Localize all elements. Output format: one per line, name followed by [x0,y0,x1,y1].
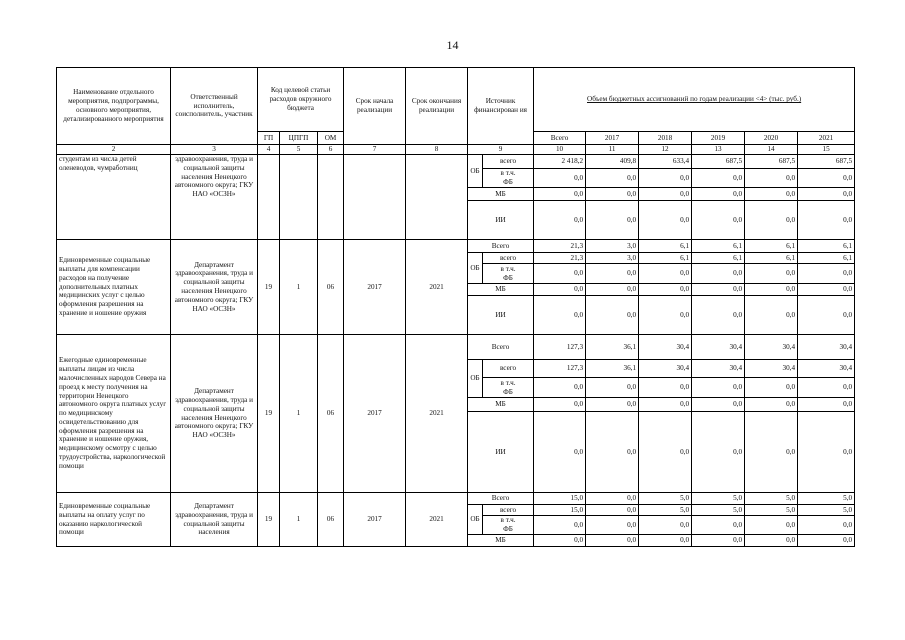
amount-cell: 5,0 [798,505,855,516]
amount-cell: 0,0 [586,412,639,493]
end-year [406,155,468,240]
amount-cell: 0,0 [745,188,798,201]
amount-cell: 0,0 [745,264,798,284]
amount-cell: 5,0 [745,505,798,516]
measure-name: студентам из числа детей оленеводов, чумработниц [57,155,171,240]
start-year: 2017 [344,335,406,493]
amount-cell: 0,0 [586,505,639,516]
budget-table [56,67,855,547]
total-header: Всего [534,132,586,145]
source-label-ob: ОБ [468,360,483,398]
amount-cell: 0,0 [692,516,745,535]
col-end-header: Срок окончания реализации [406,68,468,145]
col-number: 14 [745,145,798,155]
col-number: 4 [258,145,280,155]
amount-cell: 0,0 [692,284,745,296]
amount-cell: 0,0 [639,535,692,547]
om-code: 06 [318,335,344,493]
col-exec-header: Ответственный исполнитель, соисполнитель, участник [171,68,258,145]
source-label-mb: МБ [468,398,534,412]
measure-name: Единовременные социальные выплаты для компенсации расходов на получение дополнительных платных медицинских услуг с целью оформления разрешения на хранение и ношение оружия [57,240,171,335]
col-number: 6 [318,145,344,155]
amount-cell: 0,0 [798,188,855,201]
fb-label: ФБ [503,525,513,533]
col-number: 15 [798,145,855,155]
amount-cell: 15,0 [534,493,586,505]
vtch-label: в т.ч. [500,169,516,178]
amount-cell: 0,0 [586,378,639,398]
amount-cell: 0,0 [745,201,798,240]
amount-cell: 0,0 [534,169,586,188]
amount-cell: 0,0 [534,296,586,335]
amount-cell: 30,4 [745,360,798,378]
amount-cell: 0,0 [798,169,855,188]
year-header: 2018 [639,132,692,145]
amount-cell: 0,0 [745,378,798,398]
amount-cell: 3,0 [586,253,639,264]
year-header: 2021 [798,132,855,145]
amount-cell: 0,0 [639,296,692,335]
fb-label: ФБ [503,178,513,186]
fb-label: ФБ [503,387,513,396]
col-volume-header: Объем бюджетных ассигнований по годам реализации <4> (тыс. руб.) [534,68,855,132]
amount-cell: 30,4 [745,335,798,360]
amount-cell: 0,0 [692,378,745,398]
cpgp-code: 1 [280,240,318,335]
amount-cell: 0,0 [639,284,692,296]
col-source-header: Источник финансирован ия [468,68,534,145]
source-label-fb [483,516,534,535]
amount-cell: 0,0 [534,188,586,201]
amount-cell: 6,1 [798,253,855,264]
amount-cell: 6,1 [745,240,798,253]
col-number: 12 [639,145,692,155]
amount-cell: 0,0 [586,169,639,188]
end-year: 2021 [406,493,468,547]
amount-cell: 0,0 [639,412,692,493]
gp-code: 19 [258,493,280,547]
gp-code: 19 [258,335,280,493]
amount-cell: 15,0 [534,505,586,516]
source-label-fb [483,169,534,188]
amount-cell: 6,1 [692,240,745,253]
amount-cell: 0,0 [586,201,639,240]
cpgp-header: ЦПГП [280,132,318,145]
col-number: 2 [57,145,171,155]
amount-cell: 0,0 [745,169,798,188]
amount-cell: 633,4 [639,155,692,169]
amount-cell: 0,0 [692,188,745,201]
amount-cell: 0,0 [586,284,639,296]
start-year [344,155,406,240]
col-name-header: Наименование отдельного мероприятия, подпрограммы, основного мероприятия, детализированного мероприятия [57,68,171,145]
source-label-vsego: всего [483,155,534,169]
amount-cell: 6,1 [745,253,798,264]
amount-cell: 0,0 [639,378,692,398]
gp-header: ГП [258,132,280,145]
source-label-vsego: всего [483,253,534,264]
om-code [318,155,344,240]
col-number: 7 [344,145,406,155]
table-row [57,493,855,505]
amount-cell: 0,0 [798,378,855,398]
amount-cell: 0,0 [798,535,855,547]
start-year: 2017 [344,493,406,547]
col-code-header: Код целевой статьи расходов окружного бюджета [258,68,344,132]
amount-cell: 0,0 [586,398,639,412]
amount-cell: 30,4 [692,335,745,360]
source-label-ii: ИИ [468,296,534,335]
gp-code: 19 [258,240,280,335]
end-year: 2021 [406,335,468,493]
amount-cell: 0,0 [639,516,692,535]
amount-cell: 6,1 [798,240,855,253]
source-label-ob: ОБ [468,253,483,284]
amount-cell: 687,5 [692,155,745,169]
amount-cell: 0,0 [534,284,586,296]
vtch-label: в т.ч. [500,378,516,387]
amount-cell: 0,0 [798,284,855,296]
amount-cell: 0,0 [534,201,586,240]
amount-cell: 127,3 [534,335,586,360]
amount-cell: 0,0 [745,412,798,493]
amount-cell: 0,0 [639,188,692,201]
amount-cell: 36,1 [586,335,639,360]
table-row [57,155,855,169]
amount-cell: 0,0 [745,284,798,296]
col-number: 9 [468,145,534,155]
amount-cell: 36,1 [586,360,639,378]
amount-cell: 30,4 [798,335,855,360]
om-code: 06 [318,493,344,547]
amount-cell: 0,0 [586,296,639,335]
executor: Департамент здравоохранения, труда и социальной защиты населения [171,493,258,547]
om-header: ОМ [318,132,344,145]
amount-cell: 0,0 [745,296,798,335]
col-number: 13 [692,145,745,155]
col-number: 11 [586,145,639,155]
amount-cell: 0,0 [586,516,639,535]
table-row [57,68,855,132]
amount-cell: 5,0 [639,505,692,516]
amount-cell: 0,0 [692,264,745,284]
measure-name: Единовременные социальные выплаты на оплату услуг по оказанию наркологической помощи [57,493,171,547]
amount-cell: 5,0 [692,493,745,505]
om-code: 06 [318,240,344,335]
source-label-total: Всего [468,240,534,253]
amount-cell: 0,0 [586,188,639,201]
amount-cell: 0,0 [745,535,798,547]
measure-name: Ежегодные единовременные выплаты лицам из числа малочисленных народов Севера на проезд к месту получения на территории Ненецкого автономного округа платных услуг по медицинскому освидетельствованию для оформления разрешения на хранение и ношение оружия, медицинскому осмотру с целью трудоустройства, наркологической помощи [57,335,171,493]
col-number: 5 [280,145,318,155]
amount-cell: 0,0 [586,535,639,547]
source-label-mb: МБ [468,535,534,547]
source-label-ii: ИИ [468,412,534,493]
source-label-ob: ОБ [468,155,483,188]
source-label-fb [483,264,534,284]
year-header: 2017 [586,132,639,145]
executor: Департамент здравоохранения, труда и социальной защиты населения Ненецкого автономного округа; ГКУ НАО «ОСЗН» [171,335,258,493]
col-number: 3 [171,145,258,155]
source-label-mb: МБ [468,284,534,296]
cpgp-code [280,155,318,240]
amount-cell: 0,0 [639,264,692,284]
amount-cell: 0,0 [692,398,745,412]
table-row [57,335,855,360]
amount-cell: 6,1 [639,253,692,264]
vtch-label: в т.ч. [500,516,516,525]
end-year: 2021 [406,240,468,335]
amount-cell: 0,0 [692,201,745,240]
fb-label: ФБ [503,273,513,282]
source-label-ob: ОБ [468,505,483,535]
source-label-total: Всего [468,335,534,360]
amount-cell: 2 418,2 [534,155,586,169]
amount-cell: 5,0 [745,493,798,505]
amount-cell: 0,0 [692,296,745,335]
amount-cell: 0,0 [798,412,855,493]
executor: Департамент здравоохранения, труда и социальной защиты населения Ненецкого автономного округа; ГКУ НАО «ОСЗН» [171,240,258,335]
amount-cell: 5,0 [639,493,692,505]
col-number: 10 [534,145,586,155]
amount-cell: 0,0 [798,296,855,335]
executor: здравоохранения, труда и социальной защиты населения Ненецкого автономного округа; ГКУ НАО «ОСЗН» [171,155,258,240]
amount-cell: 30,4 [639,335,692,360]
table-row [57,240,855,253]
source-label-vsego: всего [483,360,534,378]
amount-cell: 0,0 [586,264,639,284]
amount-cell: 30,4 [692,360,745,378]
amount-cell: 0,0 [534,535,586,547]
amount-cell: 687,5 [745,155,798,169]
amount-cell: 6,1 [692,253,745,264]
amount-cell: 0,0 [692,412,745,493]
cpgp-code: 1 [280,335,318,493]
amount-cell: 0,0 [798,264,855,284]
amount-cell: 0,0 [798,201,855,240]
source-label-ii: ИИ [468,201,534,240]
amount-cell: 0,0 [798,398,855,412]
year-header: 2019 [692,132,745,145]
col-start-header: Срок начала реализации [344,68,406,145]
amount-cell: 0,0 [639,201,692,240]
amount-cell: 6,1 [639,240,692,253]
amount-cell: 0,0 [639,169,692,188]
amount-cell: 3,0 [586,240,639,253]
amount-cell: 0,0 [534,398,586,412]
source-label-total: Всего [468,493,534,505]
amount-cell: 0,0 [798,516,855,535]
amount-cell: 409,8 [586,155,639,169]
amount-cell: 0,0 [534,412,586,493]
amount-cell: 0,0 [692,535,745,547]
cpgp-code: 1 [280,493,318,547]
amount-cell: 5,0 [798,493,855,505]
amount-cell: 0,0 [534,516,586,535]
amount-cell: 0,0 [745,398,798,412]
vtch-label: в т.ч. [500,264,516,273]
col-number: 8 [406,145,468,155]
amount-cell: 30,4 [639,360,692,378]
amount-cell: 0,0 [534,264,586,284]
amount-cell: 21,3 [534,240,586,253]
source-label-fb [483,378,534,398]
amount-cell: 0,0 [586,493,639,505]
amount-cell: 687,5 [798,155,855,169]
amount-cell: 0,0 [534,378,586,398]
amount-cell: 0,0 [745,516,798,535]
table-row [57,145,855,155]
start-year: 2017 [344,240,406,335]
gp-code [258,155,280,240]
amount-cell: 0,0 [639,398,692,412]
amount-cell: 127,3 [534,360,586,378]
year-header: 2020 [745,132,798,145]
amount-cell: 0,0 [692,169,745,188]
amount-cell: 30,4 [798,360,855,378]
page-number: 14 [446,38,459,52]
source-label-mb: МБ [468,188,534,201]
amount-cell: 5,0 [692,505,745,516]
amount-cell: 21,3 [534,253,586,264]
source-label-vsego: всего [483,505,534,516]
